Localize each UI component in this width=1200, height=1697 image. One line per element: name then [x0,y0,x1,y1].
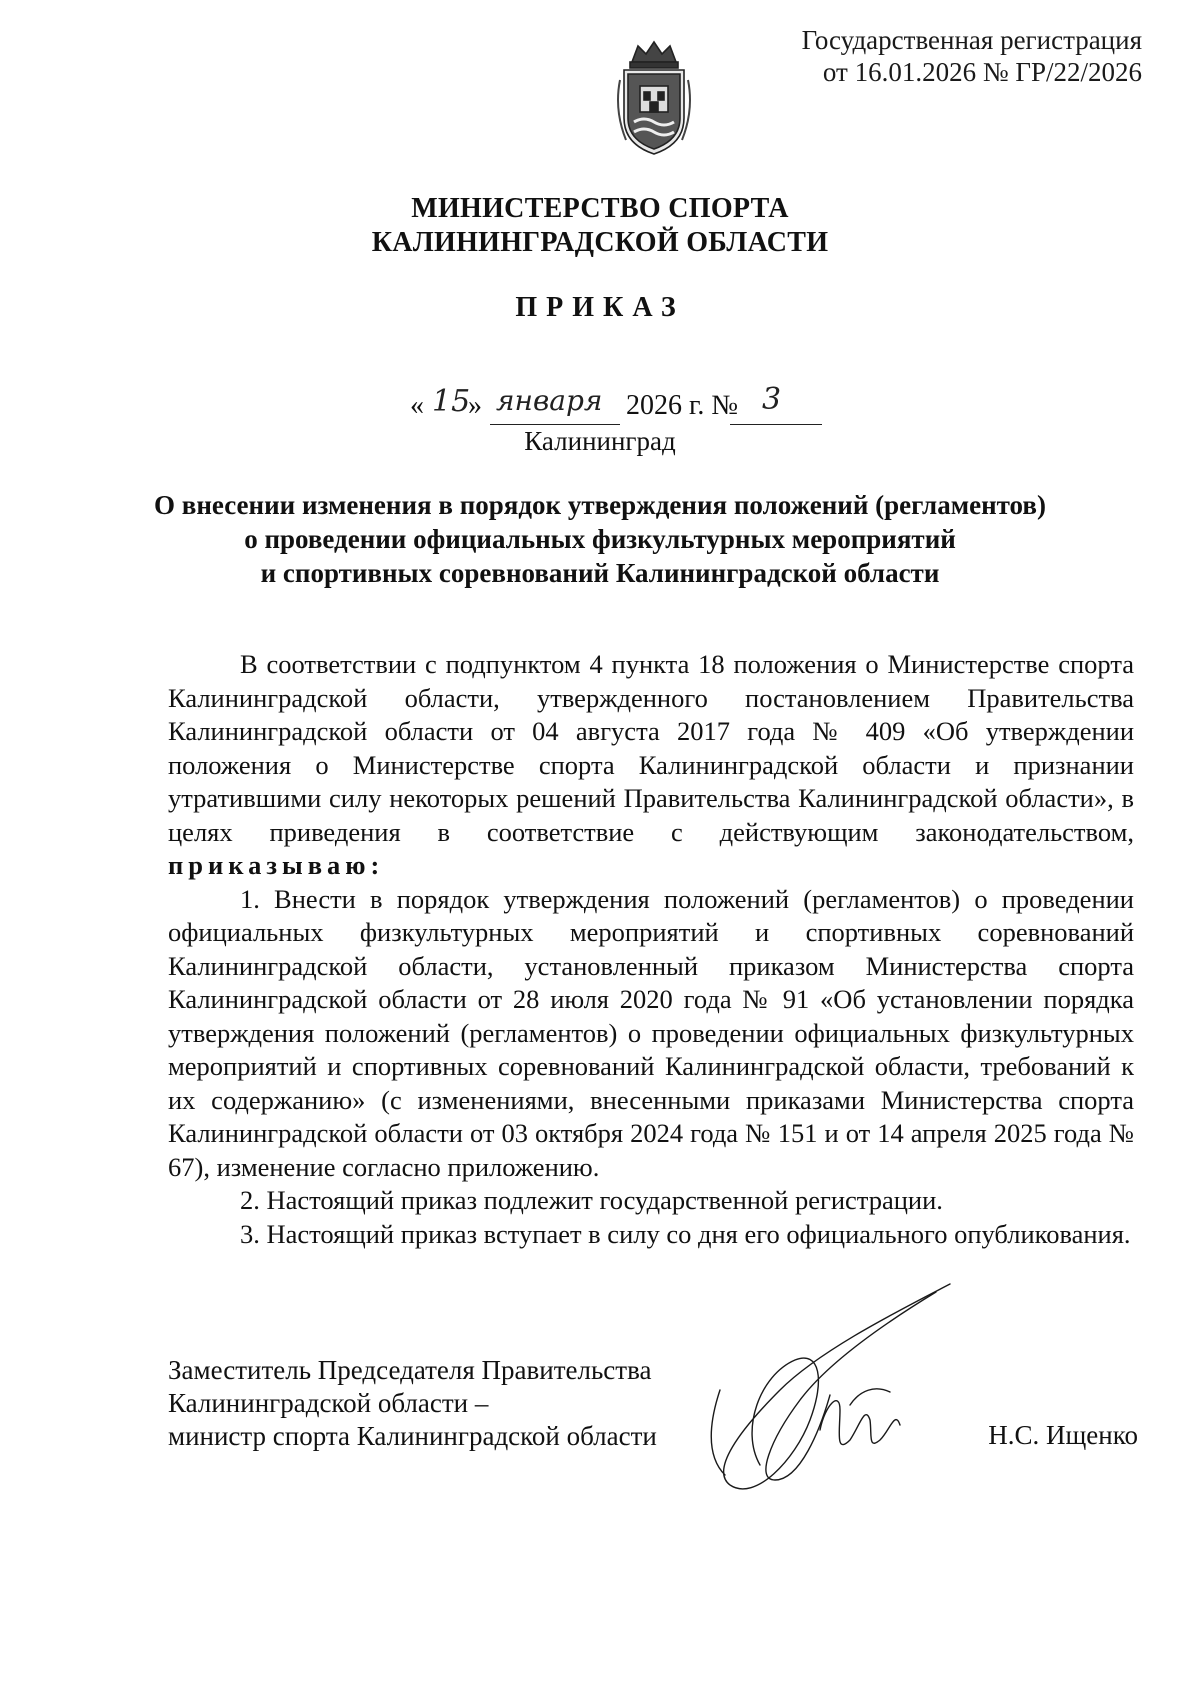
registration-line-2: от 16.01.2026 № ГР/22/2026 [822,57,1142,87]
order-item-1: 1. Внести в порядок утверждения положений (регламентов) о проведении официальных физкультурных мероприятий и спортивных соревнований Калининградской области, установленный приказом Министерства спорта Калининградской области от 28 июля 2020 года № 91 «Об установлении порядка утверждения положений (регламентов) о проведении официальных физкультурных мероприятий и спортивных соревнований Калининградской области, требований к их содержанию» (с изменениями, внесенными приказами Министерства спорта Калининградской области от 03 октября 2024 года № 151 и от 14 апреля 2025 года № 67), изменение согласно приложению. [168,883,1134,1182]
city: Калининград [524,426,676,456]
signatory-line-3: министр спорта Калининградской области [168,1421,657,1451]
coat-of-arms-icon [612,40,696,158]
order-dateline [410,382,910,426]
order-subject [0,488,1200,590]
date-open-quote: « [410,390,424,421]
signatory-name: Н.С. Ищенко [988,1420,1138,1450]
signatory-line-2: Калининградской области – [168,1388,489,1418]
preamble-paragraph [168,648,1134,883]
ministry-line-2: КАЛИНИНГРАДСКОЙ ОБЛАСТИ [371,227,829,258]
signatory-title [168,1354,657,1453]
order-title: ПРИКАЗ [515,292,685,323]
subject-line-3: и спортивных соревнований Калининградской области [260,558,940,588]
date-day: 15 [432,384,471,419]
decree-word: приказываю: [168,850,385,880]
date-month-underline [490,424,620,425]
signatory-line-1: Заместитель Председателя Правительства [168,1355,652,1385]
preamble-text: В соответствии с подпунктом 4 пункта 18 положения о Министерстве спорта Калининградской области, утвержденного постановлением Правительства Калининградской области от 04 августа 2017 года № 409 «Об утверждении положения о Министерстве спорта Калининградской области и признании утратившими силу некоторых решений Правительства Калининградской области», в целях приведения в соответствие с действующим законодательством, [168,649,1134,847]
handwritten-signature-icon [700,1280,960,1500]
date-close-quote: » [468,390,482,421]
subject-line-1: О внесении изменения в порядок утверждения положений (регламентов) [154,490,1046,520]
order-number-underline [730,424,822,425]
order-number: 3 [762,382,782,417]
date-year-label: 2026 г. № [626,390,739,421]
registration-line-1: Государственная регистрация [801,25,1142,55]
subject-line-2: о проведении официальных физкультурных мероприятий [244,524,956,554]
ministry-name [0,192,1200,260]
order-item-2: 2. Настоящий приказ подлежит государственной регистрации. [240,1185,943,1215]
date-month: января [496,384,603,417]
registration-stamp [802,24,1142,88]
order-body [168,648,1134,1251]
ministry-line-1: МИНИСТЕРСТВО СПОРТА [411,193,789,224]
order-item-3: 3. Настоящий приказ вступает в силу со дня его официального опубликования. [240,1218,1131,1249]
